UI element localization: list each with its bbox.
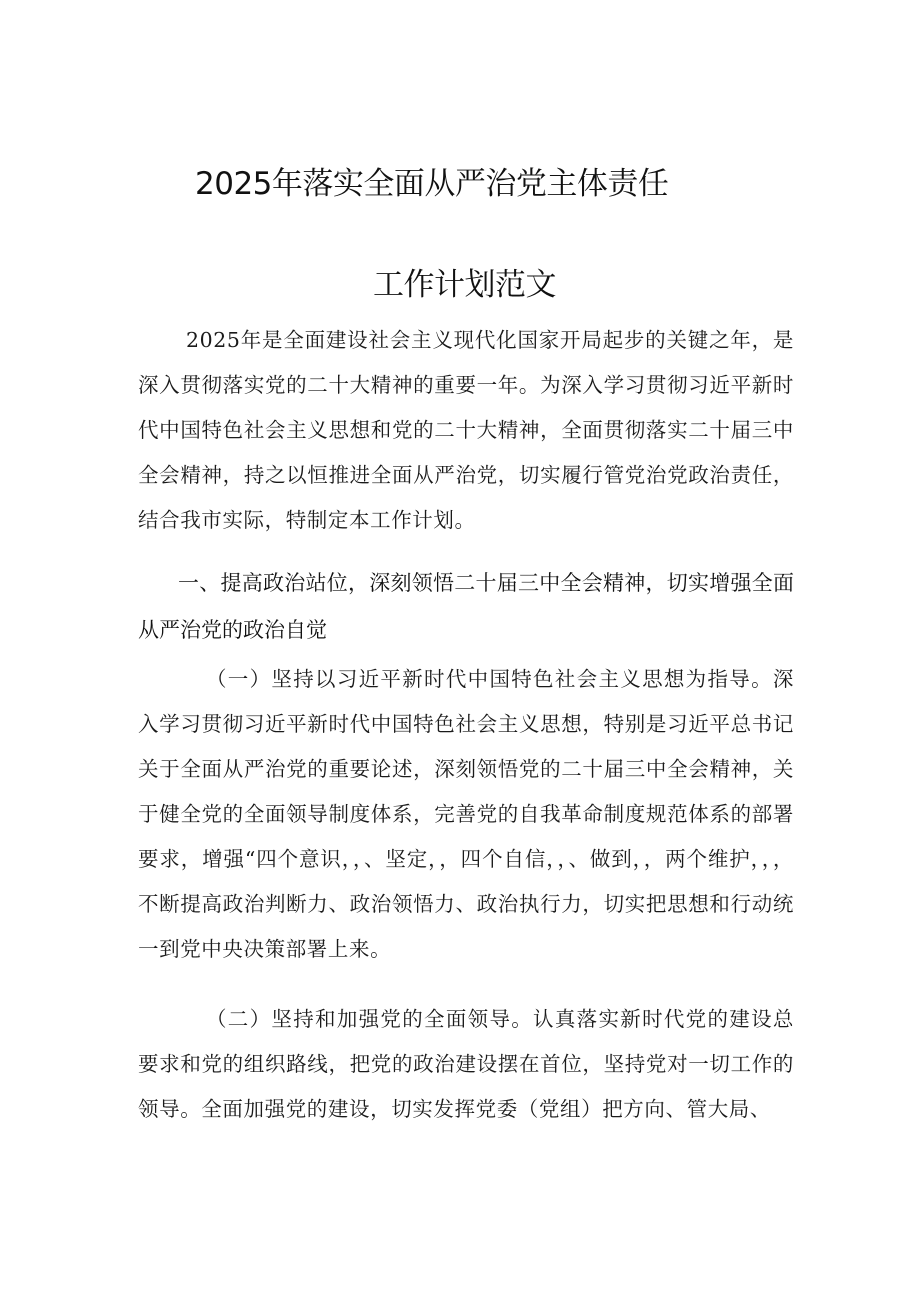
subsection-2-paragraph: （二）坚持和加强党的全面领导。认真落实新时代党的建设总要求和党的组织路线，把党的政治建设摆在首位，坚持党对一切工作的领导。全面加强党的建设，切实发挥党委（党组）把方向、管大局、: [138, 1007, 794, 1121]
document-title-line-1: 2025年落实全面从严治党主体责任: [195, 166, 669, 202]
subsection-1-paragraph: （一）坚持以习近平新时代中国特色社会主义思想为指导。深入学习贯彻习近平新时代中国特色社会主义思想，特别是习近平总书记关于全面从严治党的重要论述，深刻领悟党的二十届三中全会精神，关于健全党的全面领导制度体系，完善党的自我革命制度规范体系的部署要求，增强“四个意识，，、坚定，，四个自信，，、做到，，两个维护，，，不断提高政治判断力、政治领悟力、政治执行力，切实把思想和行动统一到党中央决策部署上来。: [138, 667, 794, 961]
section-heading-1: 一、提高政治站位，深刻领悟二十届三中全会精神，切实增强全面从严治党的政治自觉: [138, 571, 794, 642]
document-title-line-2: 工作计划范文: [373, 267, 556, 303]
intro-paragraph: 2025年是全面建设社会主义现代化国家开局起步的关键之年，是深入贯彻落实党的二十大精神的重要一年。为深入学习贯彻习近平新时代中国特色社会主义思想和党的二十大精神，全面贯彻落实二十届三中全会精神，持之以恒推进全面从严治党，切实履行管党治党政治责任，结合我市实际，特制定本工作计划。: [138, 328, 794, 532]
